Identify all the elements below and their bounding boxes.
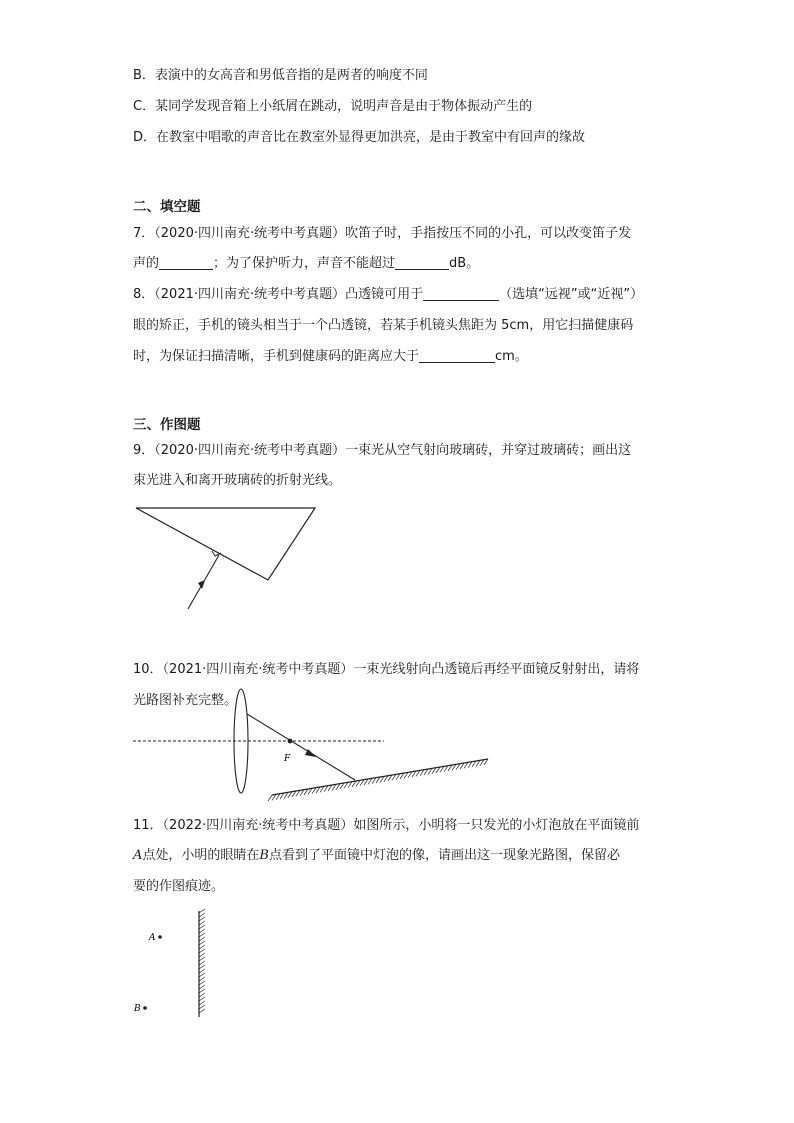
option-c: C．某同学发现音箱上小纸屑在跳动，说明声音是由于物体振动产生的 [133,99,533,114]
point-a [158,935,162,939]
q10-line1: 10．（2021·四川南充·统考中考真题）一束光线射向凸透镜后再经平面镜反射射出，请将 [133,662,640,677]
hatch-mark [199,973,205,977]
hatch-mark [199,945,205,949]
hatch-mark [199,977,205,981]
focus-label: F [284,754,291,764]
q7-line1: 7．（2020·四川南充·统考中考真题）吹笛子时，手指按压不同的小孔，可以改变笛子发 [133,226,632,241]
q11-line2: A点处，小明的眼睛在B点看到了平面镜中灯泡的像，请画出这一现象光路图，保留必 [133,848,620,863]
hatch-mark [199,957,205,961]
point-b [143,1006,147,1010]
option-b: B．表演中的女高音和男低音指的是两者的响度不同 [133,68,428,83]
section-title-drawing: 三、作图题 [133,417,201,433]
point-a-label: A [149,933,156,943]
hatch-mark [199,909,205,913]
q11-line1: 11．（2022·四川南充·统考中考真题）如图所示，小明将一只发光的小灯泡放在平面镜前 [133,818,640,833]
hatch-mark [199,925,205,929]
vertical-mirror-hatching [199,909,205,1013]
q9-line1: 9．（2020·四川南充·统考中考真题）一束光从空气射向玻璃砖，并穿过玻璃砖；画出这 [133,443,632,458]
hatch-mark [199,1005,205,1009]
hatch-mark [199,981,205,985]
q8-line2: 眼的矫正，手机的镜头相当于一个凸透镜，若某手机镜头焦距为 5cm，用它扫描健康码 [133,318,634,333]
hatch-mark [199,929,205,933]
q8-line1: 8．（2021·四川南充·统考中考真题）凸透镜可用于 （选填“远视”或“近视”） [133,287,644,302]
hatch-mark [199,933,205,937]
hatch-mark [199,965,205,969]
q11-line3: 要的作图痕迹。 [133,879,225,894]
hatch-mark [199,961,205,965]
hatch-mark [199,921,205,925]
hatch-mark [199,953,205,957]
point-b-label: B [134,1004,141,1014]
hatch-mark [199,1009,205,1013]
hatch-mark [199,989,205,993]
hatch-mark [199,949,205,953]
hatch-mark [199,985,205,989]
q8-line3: 时，为保证扫描清晰，手机到健康码的距离应大于 cm。 [133,349,528,364]
hatch-mark [199,941,205,945]
hatch-mark [199,913,205,917]
hatch-mark [199,937,205,941]
hatch-mark [199,993,205,997]
q9-line2: 束光进入和离开玻璃砖的折射光线。 [133,473,342,488]
q10-line2: 光路图补充完整。 [133,693,238,708]
hatch-mark [199,1001,205,1005]
hatch-mark [199,969,205,973]
hatch-mark [199,997,205,1001]
option-d: D．在教室中唱歌的声音比在教室外显得更加洪亮，是由于教室中有回声的缘故 [133,130,586,145]
hatch-mark [199,917,205,921]
q7-line2: 声的 ；为了保护听力，声音不能超过 dB。 [133,256,480,271]
section-title-fill-blank: 二、填空题 [133,199,201,215]
